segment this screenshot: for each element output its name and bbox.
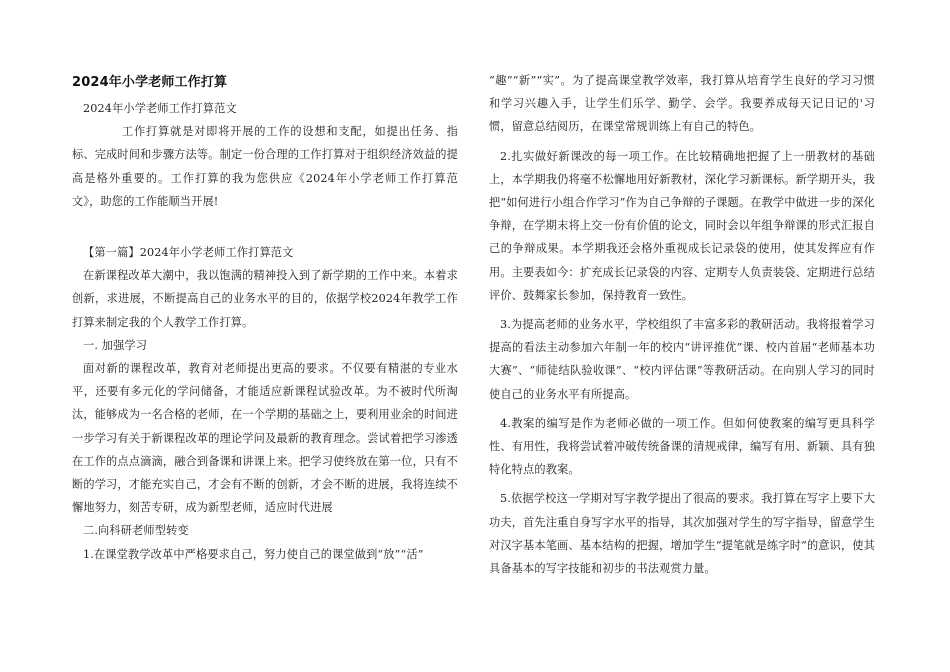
paragraph-item-1-start: 1.在课堂教学改革中严格要求自己，努力使自己的课堂做到“放”“活” xyxy=(83,547,424,561)
paragraph-item-3: 3.为提高老师的业务水平，学校组织了丰富多彩的教研活动。我将报着学习提高的看法主动参加六年制一年的校内“讲评推优”课、校内首届“老师基本功大赛”、“师徒结队验收课”、“校内评估课”等教研活动。在向别人学习的同时使自己的业务水平有所提高。 xyxy=(489,318,875,401)
document-title: 2024年小学老师工作打算 xyxy=(72,75,228,90)
part-heading: 【第一篇】2024年小学老师工作打算范文 xyxy=(83,246,294,260)
paragraph-item-1-continued: “趣”“新”“实”。为了提高课堂教学效率，我打算从培育学生良好的学习习惯和学习兴趣入手，让学生们乐学、勤学、会学。我要养成每天记日记的'习惯，留意总结阅历，在课堂常规训练上有自己的特色。 xyxy=(489,74,875,134)
document-subtitle: 2024年小学老师工作打算范文 xyxy=(83,102,237,115)
heading-research-teacher: 二.向科研老师型转变 xyxy=(83,524,189,538)
section-gap xyxy=(72,213,458,241)
paragraph-opening: 在新课程改革大潮中，我以饱满的精神投入到了新学期的工作中来。本着求创新，求进展，不断提高自己的业务水平的目的，依据学校2024年教学工作打算来制定我的个人教学工作打算。 xyxy=(72,269,458,329)
intro-paragraph: 工作打算就是对即将开展的工作的设想和支配，如提出任务、指标、完成时间和步骤方法等。制定一份合理的工作打算对于组织经济效益的提高是格外重要的。工作打算的我为您供应《2024年小学老师工作打算范文》，助您的工作能顺当开展! xyxy=(72,125,458,208)
paragraph-item-4: 4.教案的编写是作为老师必做的一项工作。但如何使教案的编写更具科学性、有用性，我将尝试着冲破传统备课的清规戒律，编写有用、新颖、具有独特化特点的教案。 xyxy=(489,416,875,477)
paragraph-item-5: 5.依据学校这一学期对写字教学提出了很高的要求。我打算在写字上要下大功夫，首先注重自身写字水平的指导，其次加强对学生的写字指导，留意学生对汉字基本笔画、基本结构的把握，增加学生“提笔就是练字时”的意识，使其具备基本的写字技能和初步的书法观赏力量。 xyxy=(489,492,875,576)
heading-strengthen-study: 一. 加强学习 xyxy=(83,338,148,352)
paragraph-item-2: 2.扎实做好新课改的每一项工作。在比较精确地把握了上一册教材的基础上，本学期我仍将毫不松懈地用好新教材，深化学习新课标。新学期开头，我把“如何进行小组合作学习”作为自己争辩的子课题。在教学中做进一步的深化争辩，在学期末将上交一份有价值的论文，同时会以年组争辩课的形式汇报自己的争辩成果。本学期我还会格外重视成长记录袋的使用，使其发挥应有作用。主要表如今：扩充成长记录袋的内容、定期专人负责装袋、定期进行总结评价、鼓舞家长参加，保持教育一致性。 xyxy=(489,149,875,302)
left-column xyxy=(72,72,458,566)
right-column xyxy=(489,69,875,580)
paragraph-study: 面对新的课程改革，教育对老师提出更高的要求。不仅要有精湛的专业水平，还要有多元化的学问储备，才能适应新课程试验改革。为不被时代所淘汰，能够成为一名合格的老师，在一个学期的基础之上，要利用业余的时间进一步学习有关于新课程改革的理论学问及最新的教育理念。尝试着把学习渗透在工作的点点滴滴，融合到备课和讲课上来。把学习使终放在第一位，只有不断的学习，才能充实自己，才会有不断的创新，才会不断的进展，我将连续不懈地努力，刻苦专研，成为新型老师，适应时代进展 xyxy=(72,362,458,515)
